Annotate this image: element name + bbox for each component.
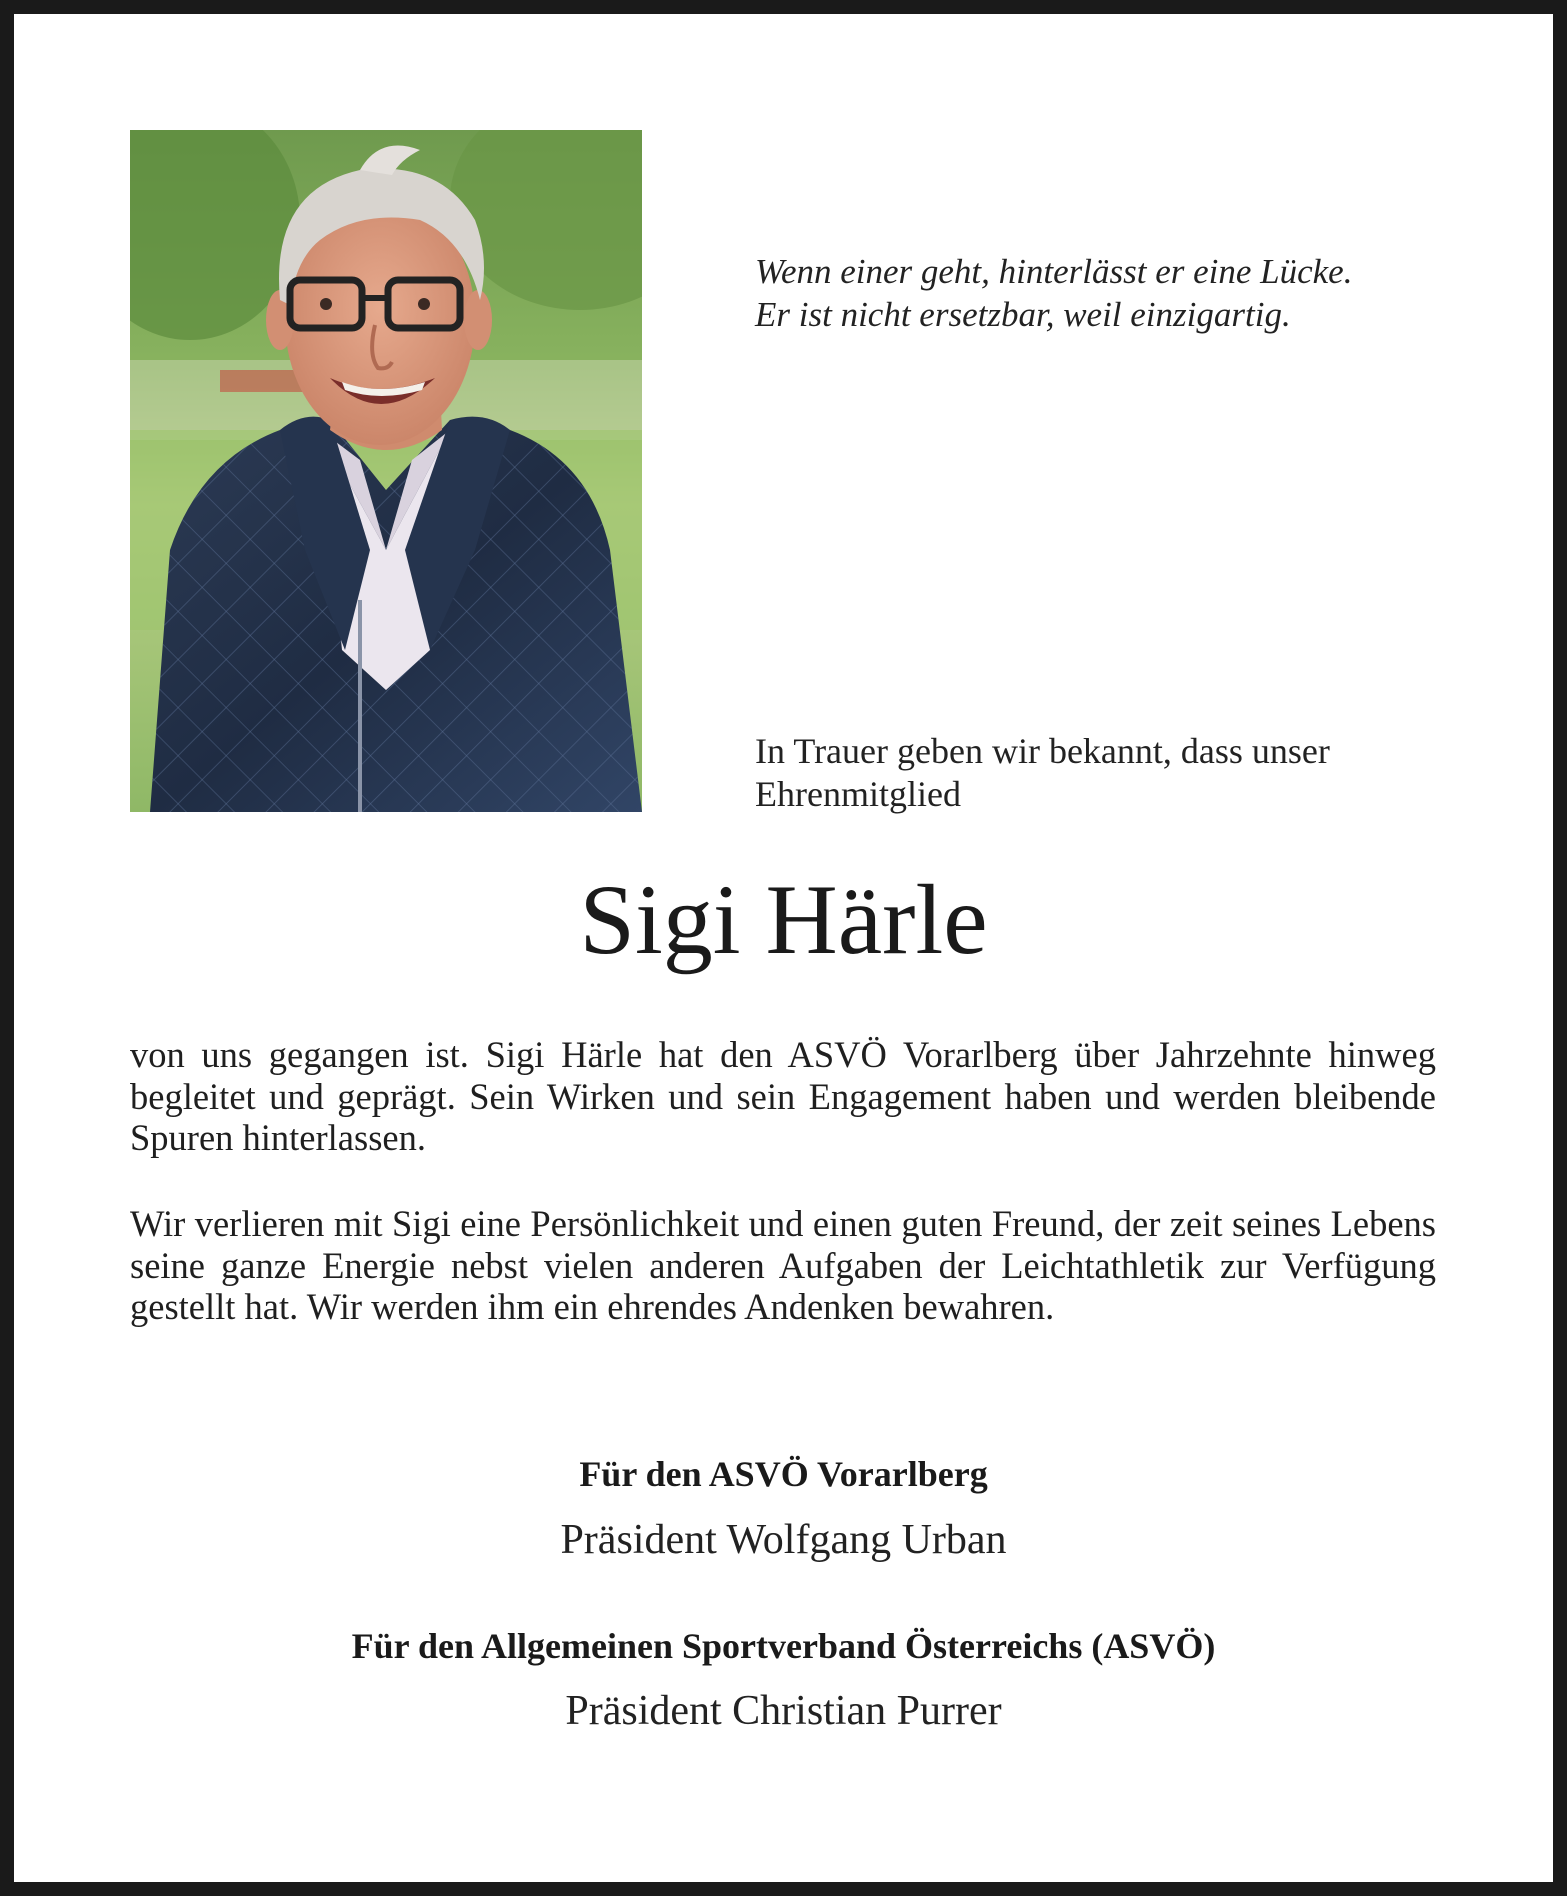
signature-organization-2: Für den Allgemeinen Sportverband Österreichs (ASVÖ) — [351, 1626, 1216, 1666]
memorial-quote — [755, 250, 1475, 336]
deceased-name: Sigi Härle — [579, 864, 988, 975]
signature-name-1: Präsident Wolfgang Urban — [560, 1517, 1007, 1563]
signature-organization-1: Für den ASVÖ Vorarlberg — [579, 1454, 988, 1494]
body-paragraph-2: Wir verlieren mit Sigi eine Persönlichkeit und einen guten Freund, der zeit seines Lebens seine ganze Energie nebst vielen anderen Aufgaben der Leichtathletik zur Verfügung gestellt hat. Wir werden ihm ein ehrendes Andenken bewahren. — [130, 1203, 1436, 1327]
quote-line-2: Er ist nicht ersetzbar, weil einzigartig. — [755, 295, 1291, 334]
quote-line-1: Wenn einer geht, hinterlässt er eine Lücke. — [755, 252, 1353, 291]
portrait-photo — [130, 130, 642, 812]
signature-name-2: Präsident Christian Purrer — [565, 1688, 1002, 1734]
body-paragraph-1: von uns gegangen ist. Sigi Härle hat den ASVÖ Vorarlberg über Jahrzehnte hinweg begleitet und geprägt. Sein Wirken und sein Engagement haben und werden bleibende Spuren hinterlassen. — [130, 1034, 1436, 1158]
intro-text: In Trauer geben wir bekannt, dass unser Ehrenmitglied — [755, 731, 1330, 814]
